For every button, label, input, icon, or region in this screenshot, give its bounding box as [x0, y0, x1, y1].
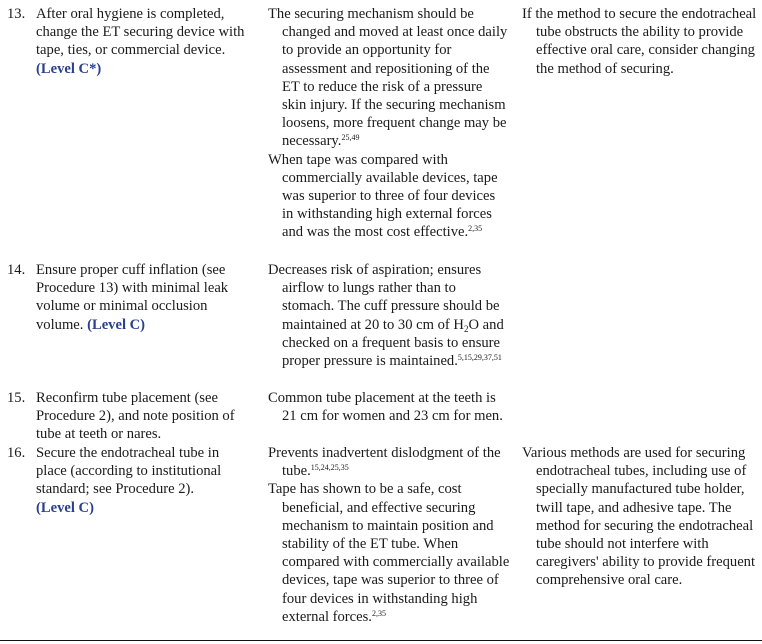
step-16-considerations: Various methods are used for securing endotracheal tubes, including use of specially manufactured tube holder, twill tape, and adhesive tape. The method for securing the endotracheal tube should not interfere with caregivers' ability to provide frequent comprehensive oral care. — [522, 445, 756, 589]
step-16-action-text: Secure the endotracheal tube in place (according to institutional standard; see Procedure 2). — [36, 445, 222, 498]
step-16-rationale-cell — [268, 444, 510, 626]
step-16-rationale-2 — [268, 480, 510, 626]
step-16-number: 16. — [7, 445, 26, 461]
step-16-action — [0, 444, 236, 517]
step-13-rationale-cell — [268, 5, 510, 242]
step-14-rationale-subscript: 2 — [463, 323, 469, 334]
step-13-rationale-2-refs: 2,35 — [468, 224, 483, 234]
step-13-rationale-1-refs: 25,49 — [341, 133, 360, 143]
step-16-rationale-2-refs: 2,35 — [371, 608, 386, 618]
step-14-action-cell — [0, 261, 252, 334]
step-13-considerations-cell — [522, 5, 762, 78]
step-14-action — [0, 261, 248, 334]
step-14-rationale — [268, 261, 510, 370]
step-14-rationale-text-a: Decreases risk of aspiration; ensures airflow to lungs rather than to stomach. The cuff pressure should be maintained at 20 to 30 cm of H — [268, 262, 500, 333]
step-16-rationale-2-text: Tape has shown to be a safe, cost beneficial, and effective securing mechanism to maintain position and stability of the ET tube. When compared with commercially available devices, tape was superior to three of four devices in withstanding high external forces. — [268, 481, 510, 625]
step-15-number: 15. — [7, 390, 26, 406]
step-15-action-text: Reconfirm tube placement (see Procedure 2), and note position of tube at teeth or nares. — [36, 390, 235, 443]
step-14-action-text: Ensure proper cuff inflation (see Procedure 13) with minimal leak volume or minimal occlusion volume. — [36, 262, 229, 333]
step-16-rationale-1-text: Prevents inadvertent dislodgment of the tube. — [268, 445, 501, 480]
step-13-evidence-level: (Level C*) — [36, 60, 102, 77]
step-16-rationale-1 — [268, 444, 510, 480]
step-14-evidence-level: (Level C) — [87, 316, 146, 333]
step-15-rationale-cell — [268, 389, 510, 425]
step-14-rationale-text-b: O and checked on a frequent basis to ensure proper pressure is maintained. — [282, 316, 504, 370]
step-13-action-text: After oral hygiene is completed, change the ET securing device with tape, ties, or commercial device. — [36, 6, 245, 59]
step-16-action-cell — [0, 444, 252, 517]
step-16-evidence-level: (Level C) — [36, 499, 94, 516]
step-13-number: 13. — [7, 6, 26, 22]
step-15-rationale: Common tube placement at the teeth is 21 cm for women and 23 cm for men. — [268, 390, 503, 425]
step-13-considerations: If the method to secure the endotracheal tube obstructs the ability to provide effective oral care, consider changing the method of securing. — [522, 6, 757, 77]
table-bottom-rule — [0, 640, 762, 641]
step-13-rationale-2-text: When tape was compared with commercially available devices, tape was superior to three of four devices in withstanding high external forces and was the most cost effective. — [268, 151, 498, 241]
step-16-considerations-cell — [522, 444, 762, 590]
step-13-rationale-1 — [268, 5, 510, 151]
step-15-action — [0, 389, 250, 444]
step-13-rationale-1-text: The securing mechanism should be changed and moved at least once daily to provide an opportunity for assessment and repositioning of the ET to reduce the risk of a pressure skin injury. If the securing mechanism loosens, more frequent change may be necessary. — [268, 6, 508, 150]
step-15-action-cell — [0, 389, 252, 444]
step-16-rationale-1-refs: 15,24,25,35 — [310, 463, 349, 473]
step-14-rationale-cell — [268, 261, 510, 370]
step-13-action-cell — [0, 5, 252, 78]
step-14-rationale-refs: 5,15,29,37,51 — [457, 353, 502, 363]
step-13-rationale-2 — [268, 151, 510, 242]
step-13-action — [0, 5, 248, 78]
step-14-number: 14. — [7, 262, 26, 278]
